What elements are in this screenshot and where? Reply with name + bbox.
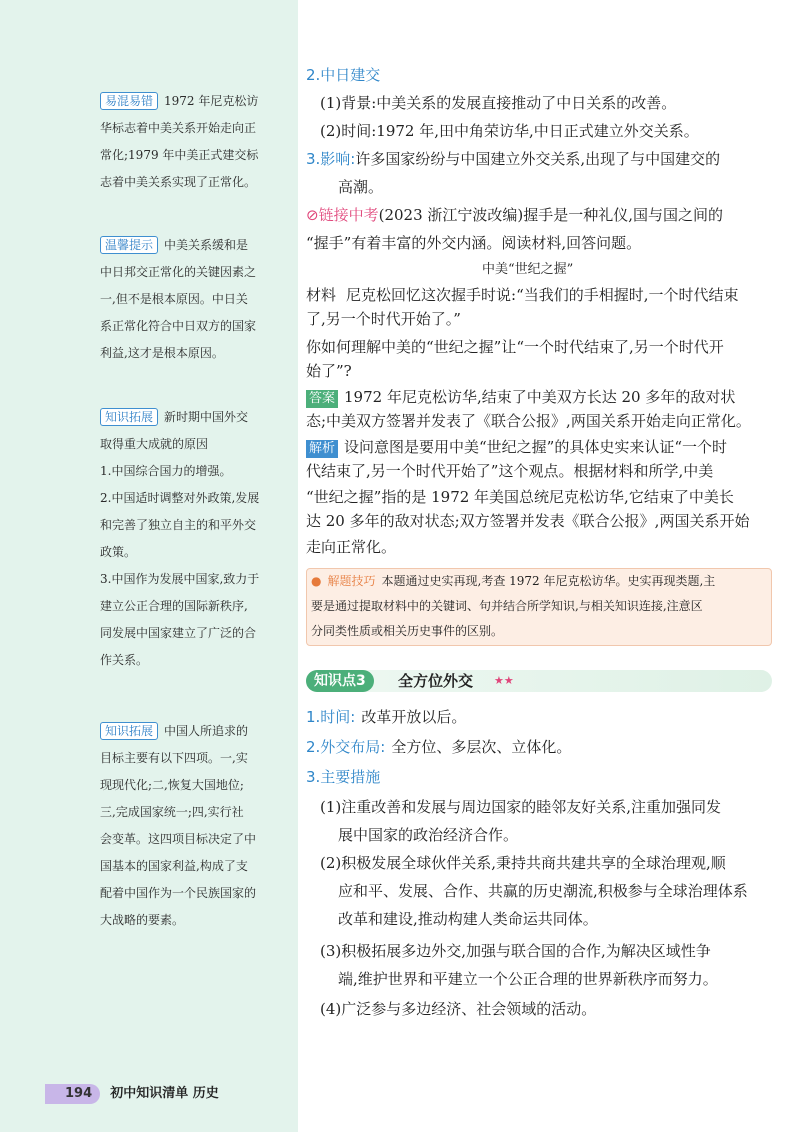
section-heading: 3.主要措施 xyxy=(306,768,381,786)
link-icon: ⊘ xyxy=(306,206,319,224)
knowledge-point-title: 全方位外交 xyxy=(398,672,474,690)
analysis-tag: 解析 xyxy=(306,440,338,458)
knowledge-point-badge: 知识点3 xyxy=(306,670,374,692)
paragraph-line: 始了”? xyxy=(306,362,352,380)
paragraph-line: (3)积极拓展多边外交,加强与联合国的合作,为解决区域性争 xyxy=(320,942,711,960)
page-footer xyxy=(45,1082,245,1104)
paragraph-line: 2.外交布局: 全方位、多层次、立体化。 xyxy=(306,738,572,756)
paragraph-line: 材料 尼克松回忆这次握手时说:“当我们的手相握时,一个时代结束 xyxy=(306,286,739,304)
paragraph-line: (4)广泛参与多边经济、社会领域的活动。 xyxy=(320,1000,597,1018)
tag-label: 易混易错 xyxy=(100,92,158,110)
material-title: 中美“世纪之握” xyxy=(482,262,574,277)
side-note-extension-1: 知识拓展 新时期中国外交 取得重大成就的原因 1.中国综合国力的增强。 2.中国适时调整对外政策,发展 和完善了独立自主的和平外交 政策。 3.中国作为发展中国家,致力于 建立公正合理的国际新秩序, 同发展中国家建立了广泛的合 作关系。 xyxy=(100,410,260,667)
tag-label: 知识拓展 xyxy=(100,722,158,740)
main-content xyxy=(306,0,776,1132)
bulb-icon: ● xyxy=(311,574,322,588)
tag-label: 知识拓展 xyxy=(100,408,158,426)
paragraph-line: 3.影响:许多国家纷纷与中国建立外交关系,出现了与中国建交的 xyxy=(306,150,721,168)
paragraph-line: 你如何理解中美的“世纪之握”让“一个时代结束了,另一个时代开 xyxy=(306,338,724,356)
paragraph-line: 1.时间: 改革开放以后。 xyxy=(306,708,467,726)
paragraph-line: 态;中美双方签署并发表了《联合公报》,两国关系开始走向正常化。 xyxy=(306,412,751,430)
paragraph-line: (2)积极发展全球伙伴关系,秉持共商共建共享的全球治理观,顺 xyxy=(320,854,726,872)
paragraph-line: 展中国家的政治经济合作。 xyxy=(338,826,519,844)
paragraph-line: 高潮。 xyxy=(338,178,384,196)
paragraph-line: 改革和建设,推动构建人类命运共同体。 xyxy=(338,910,598,928)
paragraph-line: (1)注重改善和发展与周边国家的睦邻友好关系,注重加强同发 xyxy=(320,798,722,816)
paragraph-line: 应和平、发展、合作、共赢的历史潮流,积极参与全球治理体系 xyxy=(338,882,748,900)
paragraph-line: ⊘链接中考(2023 浙江宁波改编)握手是一种礼仪,国与国之间的 xyxy=(306,206,724,224)
paragraph-line: 达 20 多年的敌对状态;双方签署并发表《联合公报》,两国关系开始 xyxy=(306,512,750,530)
paragraph-line: (1)背景:中美关系的发展直接推动了中日关系的改善。 xyxy=(320,94,677,112)
knowledge-point-header xyxy=(306,670,772,692)
side-note-confusion: 易混易错 1972 年尼克松访 华标志着中美关系开始走向正 常化;1979 年中美正式建交标 志着中美关系实现了正常化。 xyxy=(100,94,259,189)
star-icon: ★★ xyxy=(494,674,514,687)
tag-label: 温馨提示 xyxy=(100,236,158,254)
paragraph-line: (2)时间:1972 年,田中角荣访华,中日正式建立外交关系。 xyxy=(320,122,699,140)
paragraph-line: 代结束了,另一个时代开始了”这个观点。根据材料和所学,中美 xyxy=(306,462,714,480)
paragraph-line: 走向正常化。 xyxy=(306,538,397,556)
page-number: 194 xyxy=(45,1084,100,1104)
paragraph-line: 了,另一个时代开始了。” xyxy=(306,310,461,328)
paragraph-line: “握手”有着丰富的外交内涵。阅读材料,回答问题。 xyxy=(306,234,642,252)
tip-box: ● 解题技巧 本题通过史实再现,考查 1972 年尼克松访华。史实再现类题,主 要是通过提取材料中的关键词、句并结合所学知识,与相关知识连接,注意区 分同类性质或相关历史事件的区别。 xyxy=(306,568,772,646)
book-title: 初中知识清单 历史 xyxy=(110,1086,219,1101)
paragraph-line: 端,维护世界和平建立一个公正合理的世界新秩序而努力。 xyxy=(338,970,718,988)
paragraph-line: “世纪之握”指的是 1972 年美国总统尼克松访华,它结束了中美长 xyxy=(306,488,734,506)
section-heading: 2.中日建交 xyxy=(306,66,381,84)
paragraph-line: 答案 1972 年尼克松访华,结束了中美双方长达 20 多年的敌对状 xyxy=(306,386,735,408)
paragraph-line: 解析 设问意图是要用中美“世纪之握”的具体史实来认证“一个时 xyxy=(306,436,727,458)
side-note-extension-2: 知识拓展 中国人所追求的 目标主要有以下四项。一,实 现现代化;二,恢复大国地位; 三,完成国家统一;四,实行社 会变革。这四项目标决定了中 国基本的国家利益,构成了支 配着中国作为一个民族国家的 大战略的要素。 xyxy=(100,724,257,927)
side-note-tip: 温馨提示 中美关系缓和是 中日邦交正常化的关键因素之 一,但不是根本原因。中日关 系正常化符合中日双方的国家 利益,这才是根本原因。 xyxy=(100,238,257,360)
answer-tag: 答案 xyxy=(306,390,338,408)
